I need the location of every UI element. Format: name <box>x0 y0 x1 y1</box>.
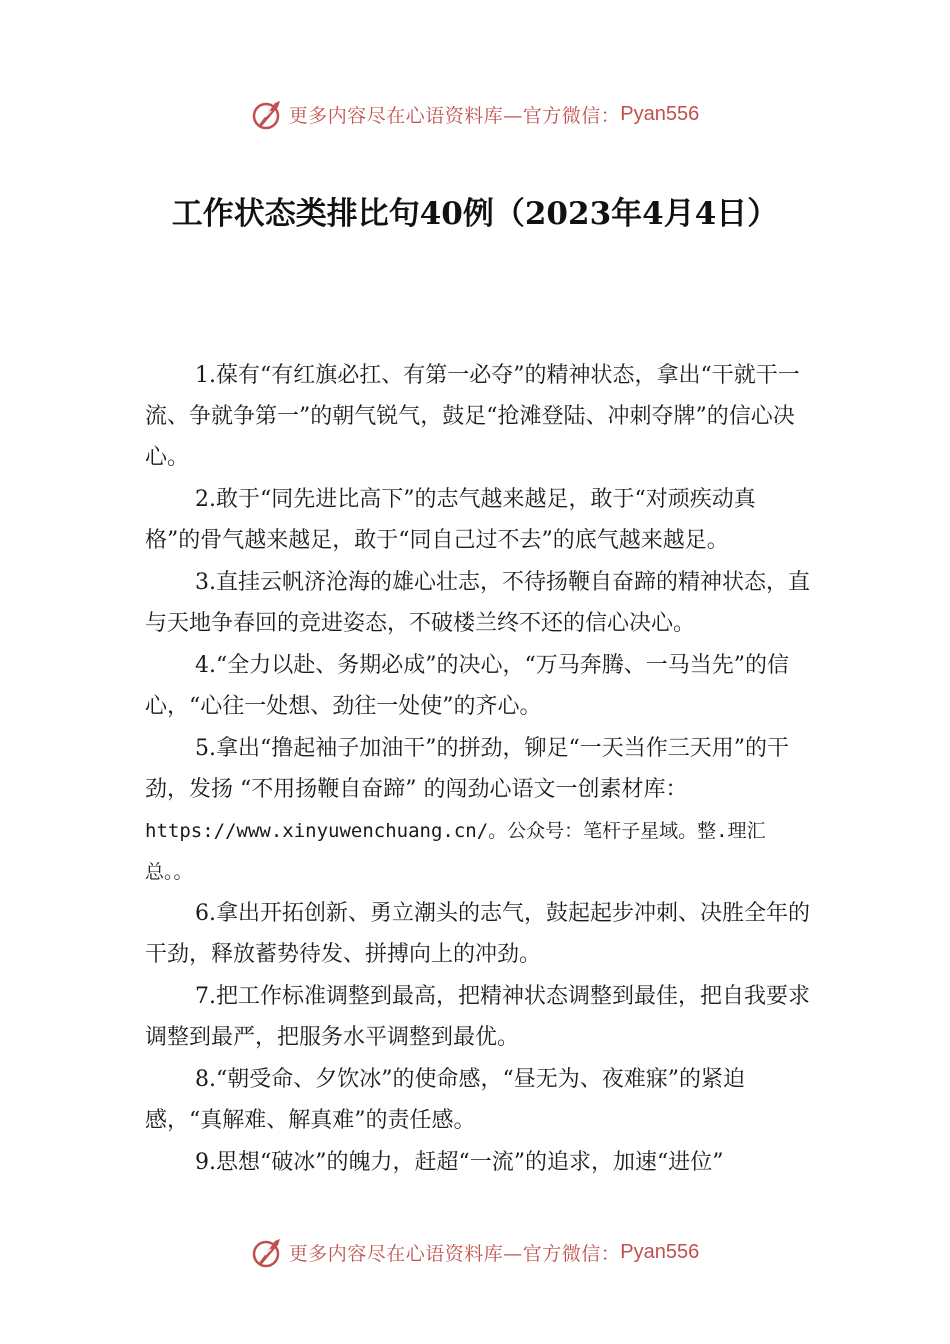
watermark-wechat-id: Pyan556 <box>620 1240 700 1263</box>
watermark-wechat-id: Pyan556 <box>620 102 700 125</box>
watermark-header <box>0 94 950 134</box>
paragraph-8: 8.“朝受命、夕饮冰”的使命感，“昼无为、夜难寐”的紧迫感，“真解难、解真难”的责任感。 <box>145 1067 745 1133</box>
paragraph-5-text: 5.拿出“撸起袖子加油干”的拼劲，铆足“一天当作三天用”的干劲，发扬 “不用扬鞭自奋蹄” 的闯劲心语文一创素材库： <box>145 736 789 802</box>
document-body <box>145 355 810 1184</box>
quill-pen-circle-icon <box>251 97 285 131</box>
watermark-text: 更多内容尽在心语资料库—官方微信： <box>288 1242 621 1265</box>
paragraph-3: 3.直挂云帆济沧海的雄心壮志，不待扬鞭自奋蹄的精神状态，直与天地争春回的竞进姿态，不破楼兰终不还的信心决心。 <box>145 570 810 636</box>
document-title: 工作状态类排比句40例（2023年4月4日） <box>171 196 779 232</box>
paragraph-9: 9.思想“破冰”的魄力，赶超“一流”的追求，加速“进位” <box>195 1150 724 1175</box>
paragraph-5 <box>145 728 810 892</box>
quill-pen-circle-icon <box>251 1235 285 1269</box>
paragraph-6: 6.拿出开拓创新、勇立潮头的志气，鼓起起步冲刺、决胜全年的干劲，释放蓄势待发、拼搏向上的冲劲。 <box>145 901 810 967</box>
paragraph-2: 2.敢于“同先进比高下”的志气越来越足，敢于“对顽疾动真格”的骨气越来越足，敢于“同自己过不去”的底气越来越足。 <box>145 487 756 553</box>
paragraph-1: 1.葆有“有红旗必扛、有第一必夺”的精神状态，拿出“干就干一流、争就争第一”的朝气锐气，鼓足“抢滩登陆、冲刺夺牌”的信心决心。 <box>145 363 800 470</box>
paragraph-5-url-line: https://www.xinyuwenchuang.cn/。公众号：笔杆子星域。整.理汇总。。 <box>145 820 766 883</box>
watermark-footer <box>0 1232 950 1272</box>
watermark-text: 更多内容尽在心语资料库—官方微信： <box>288 104 621 127</box>
paragraph-7: 7.把工作标准调整到最高，把精神状态调整到最佳，把自我要求调整到最严，把服务水平调整到最优。 <box>145 984 810 1050</box>
paragraph-4: 4.“全力以赴、务期必成”的决心，“万马奔腾、一马当先”的信心，“心往一处想、劲往一处使”的齐心。 <box>145 653 789 719</box>
